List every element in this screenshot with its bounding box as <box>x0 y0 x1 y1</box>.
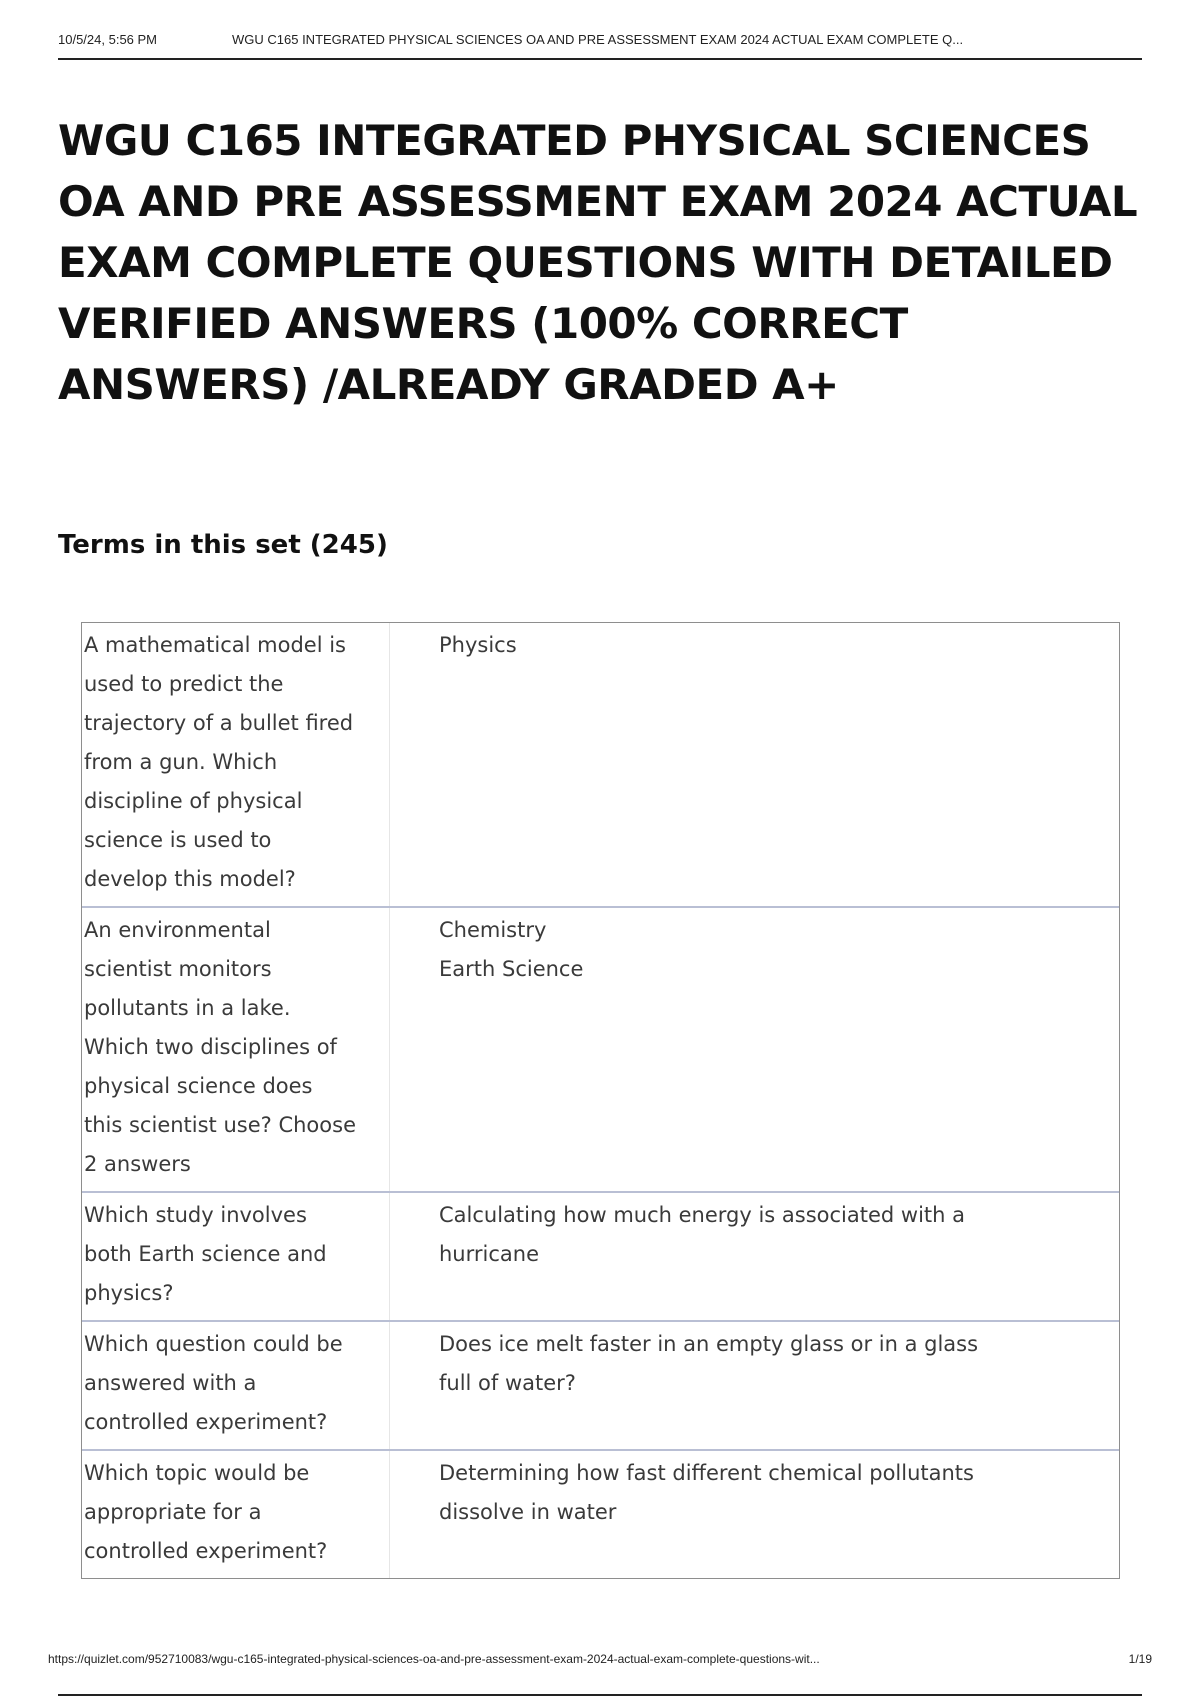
title-line: OA AND PRE ASSESSMENT EXAM 2024 ACTUAL <box>58 177 1138 226</box>
title-line: ANSWERS) /ALREADY GRADED A+ <box>58 360 839 409</box>
title-line: WGU C165 INTEGRATED PHYSICAL SCIENCES <box>58 116 1091 165</box>
term-question: Which question could be answered with a controlled experiment? <box>82 1322 390 1449</box>
term-question: A mathematical model is used to predict the trajectory of a bullet fired from a gun. Which discipline of physical science is used to develop this model? <box>82 623 390 906</box>
term-answer: Chemistry Earth Science <box>439 918 584 981</box>
term-answer: Physics <box>439 633 517 657</box>
term-answer: Determining how fast different chemical pollutants dissolve in water <box>439 1461 974 1524</box>
term-question: Which topic would be appropriate for a controlled experiment? <box>82 1451 390 1578</box>
term-row <box>82 906 1119 1191</box>
terms-heading: Terms in this set (245) <box>58 530 388 560</box>
term-row <box>82 623 1119 906</box>
page-url: https://quizlet.com/952710083/wgu-c165-integrated-physical-sciences-oa-and-pre-assessment-exam-2024-actual-exam-complete-questions-wit... <box>48 1652 820 1666</box>
term-row <box>82 1320 1119 1449</box>
page-title <box>58 110 1158 415</box>
term-question: An environmental scientist monitors pollutants in a lake. Which two disciplines of physical science does this scientist use? Choose 2 answers <box>82 908 390 1191</box>
term-question: Which study involves both Earth science and physics? <box>82 1193 390 1320</box>
print-timestamp: 10/5/24, 5:56 PM <box>58 32 158 47</box>
page-number: 1/19 <box>1128 1652 1152 1666</box>
term-answer: Does ice melt faster in an empty glass or in a glass full of water? <box>439 1332 979 1395</box>
footer-divider <box>58 1694 1142 1696</box>
print-doc-title: WGU C165 INTEGRATED PHYSICAL SCIENCES OA AND PRE ASSESSMENT EXAM 2024 ACTUAL EXAM COMPLETE Q... <box>232 32 964 47</box>
print-header <box>58 30 1142 60</box>
term-row <box>82 1191 1119 1320</box>
print-footer <box>48 1652 1152 1674</box>
title-line: EXAM COMPLETE QUESTIONS WITH DETAILED <box>58 238 1113 287</box>
term-row <box>82 1449 1119 1578</box>
terms-table <box>81 622 1120 1579</box>
title-line: VERIFIED ANSWERS (100% CORRECT <box>58 299 908 348</box>
term-answer: Calculating how much energy is associated with a hurricane <box>439 1203 966 1266</box>
